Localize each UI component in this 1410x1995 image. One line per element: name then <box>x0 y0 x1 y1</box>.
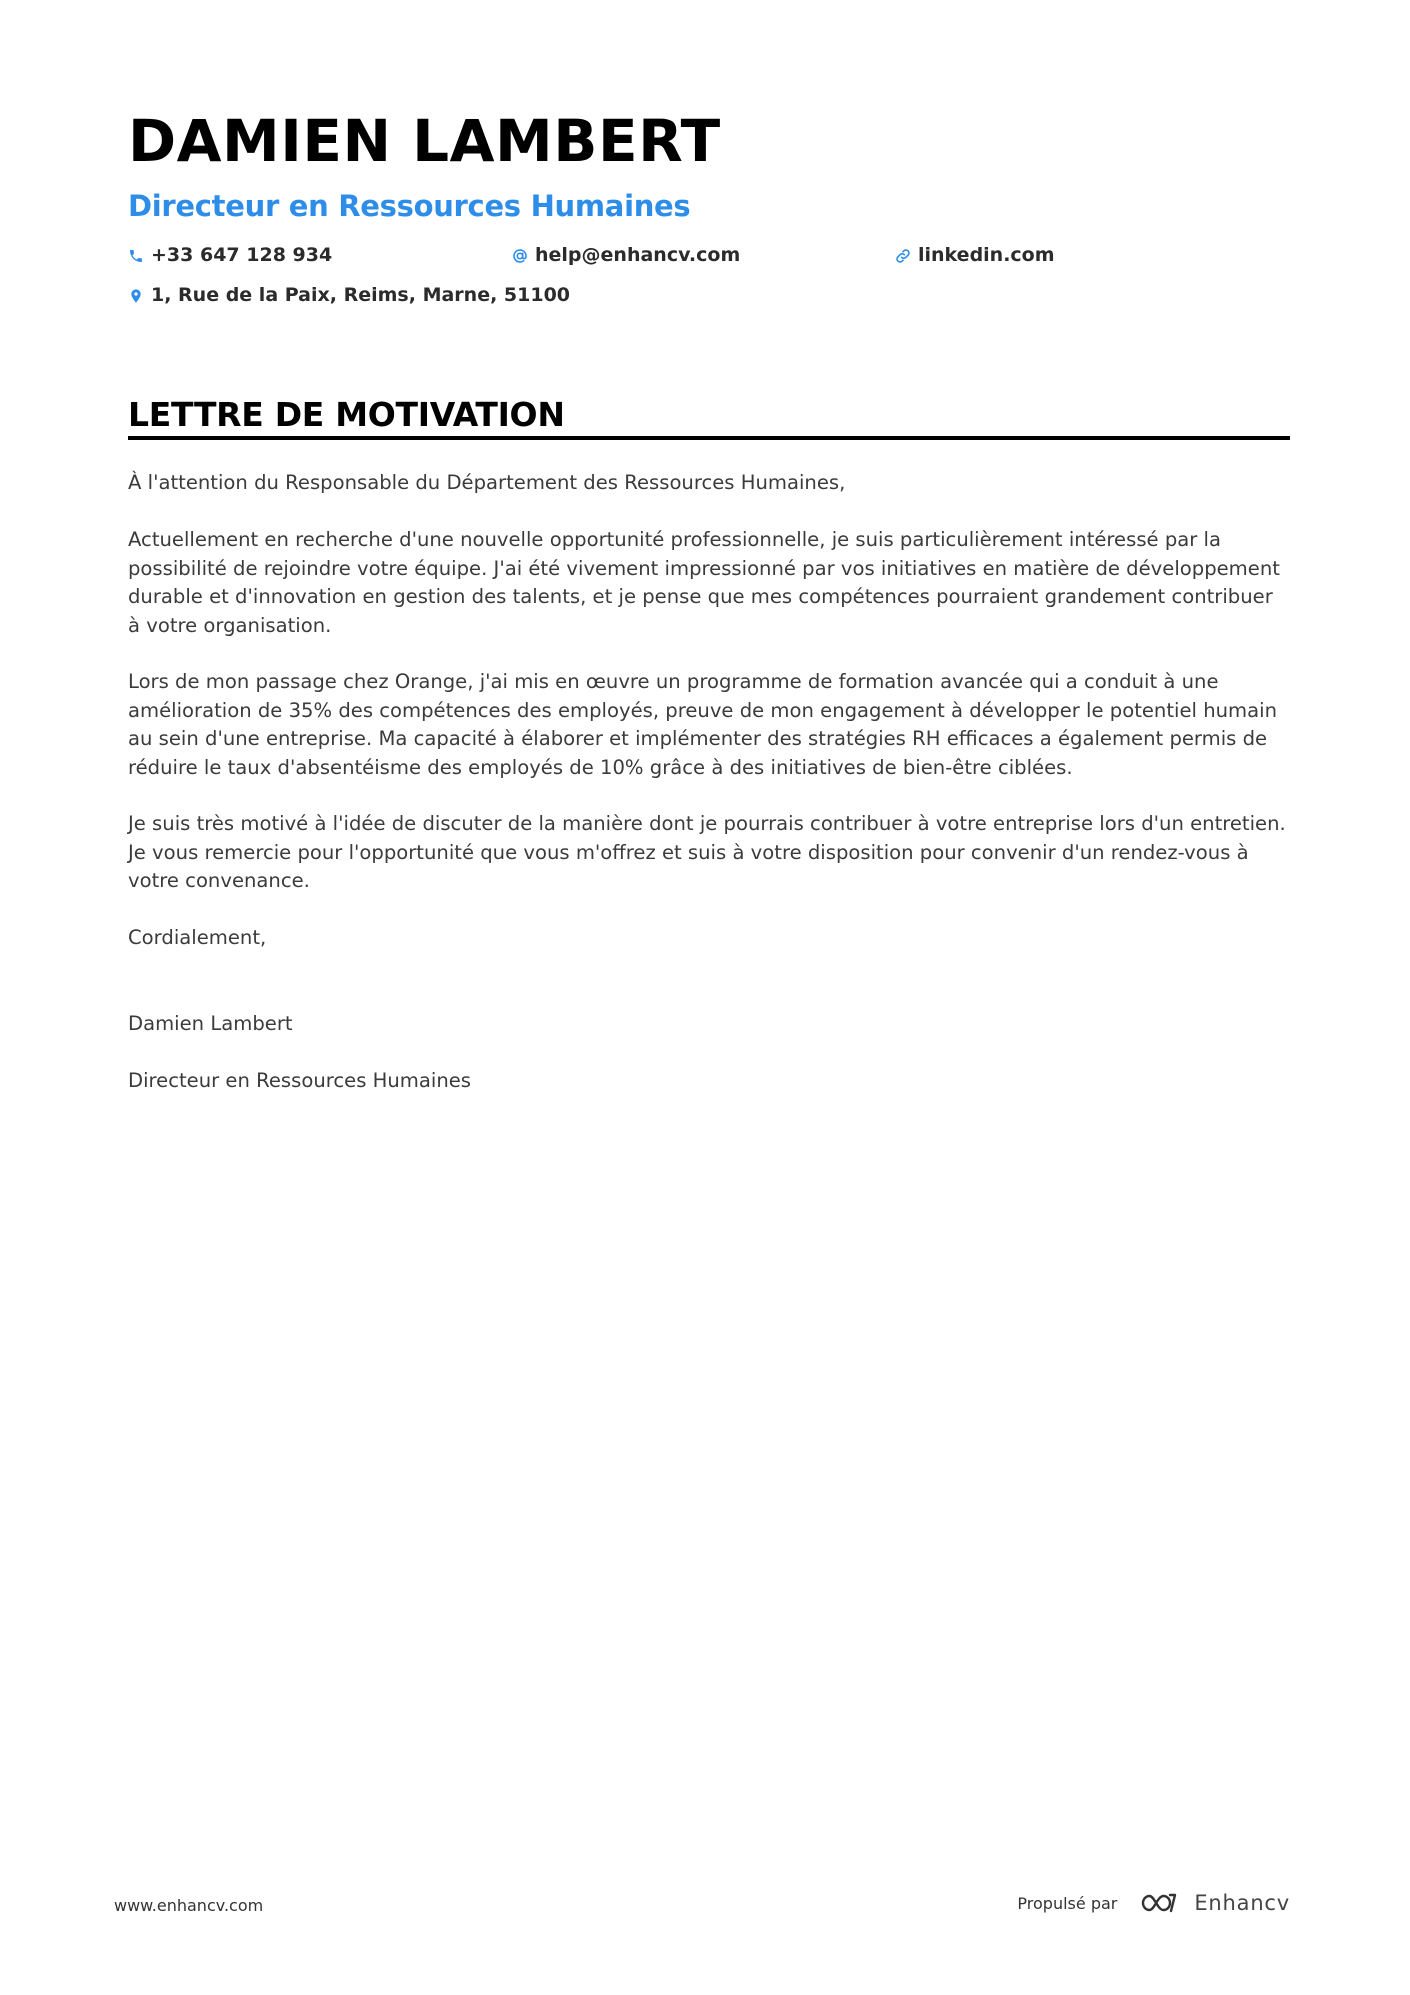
paragraph-1: Actuellement en recherche d'une nouvelle opportunité professionnelle, je suis particulièrement intéressé par la possibilité de rejoindre votre équipe. J'ai été vivement impressionné par vos initiatives en matière de développement durable et d'innovation en gestion des talents, et je pense que mes compétences pourraient grandement contribuer à votre organisation. <box>128 528 1280 637</box>
contact-phone <box>128 246 332 265</box>
footer-branding <box>1017 1890 1290 1916</box>
closing: Cordialement, <box>128 926 267 949</box>
contact-email[interactable] <box>512 246 740 265</box>
contact-link[interactable] <box>895 246 1055 265</box>
footer-website[interactable]: www.enhancv.com <box>114 1896 264 1915</box>
paragraph-2: Lors de mon passage chez Orange, j'ai mis en œuvre un programme de formation avancée qui a conduit à une amélioration de 35% des compétences des employés, preuve de mon engagement à développer le potentiel humain au sein d'une entreprise. Ma capacité à élaborer et implémenter des stratégies RH efficaces a également permis de réduire le taux d'absentéisme des employés de 10% grâce à des initiatives de bien-être ciblées. <box>128 670 1277 779</box>
section-divider <box>128 436 1290 440</box>
link-icon <box>895 248 911 264</box>
location-pin-icon <box>128 288 144 304</box>
paragraph-3: Je suis très motivé à l'idée de discuter de la manière dont je pourrais contribuer à votre entreprise lors d'un entretien. Je vous remercie pour l'opportunité que vous m'offrez et suis à votre disposition pour convenir d'un rendez-vous à votre convenance. <box>128 812 1286 893</box>
brand-name: Enhancv <box>1194 1891 1290 1915</box>
link-text[interactable]: linkedin.com <box>918 244 1055 266</box>
at-icon <box>512 248 528 264</box>
address-text: 1, Rue de la Paix, Reims, Marne, 51100 <box>151 284 571 306</box>
phone-text: +33 647 128 934 <box>151 244 333 266</box>
signature-title: Directeur en Ressources Humaines <box>128 1069 471 1092</box>
applicant-name: DAMIEN LAMBERT <box>128 107 721 175</box>
enhancv-logo-icon <box>1137 1890 1183 1916</box>
email-text[interactable]: help@enhancv.com <box>535 244 741 266</box>
signature-name: Damien Lambert <box>128 1012 293 1035</box>
salutation: À l'attention du Responsable du Département des Ressources Humaines, <box>128 471 846 494</box>
section-title: LETTRE DE MOTIVATION <box>128 395 565 434</box>
applicant-role: Directeur en Ressources Humaines <box>128 189 691 223</box>
powered-by-text: Propulsé par <box>1017 1893 1118 1913</box>
contact-address <box>128 286 570 305</box>
phone-icon <box>128 248 144 264</box>
